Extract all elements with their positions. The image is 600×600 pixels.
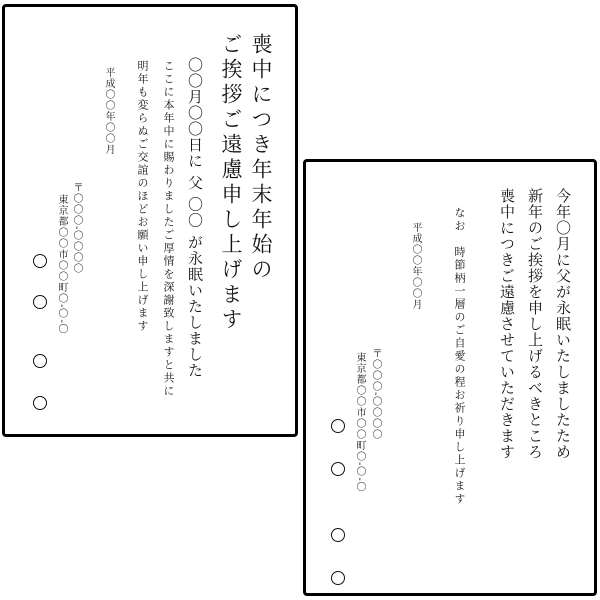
card2-date: 平成〇〇年〇〇月 [410, 222, 421, 310]
mourning-card-1 [2, 4, 298, 437]
card2-line1: 今年〇月に父が永眠いたしましたため [554, 188, 572, 460]
card1-postal: 〒〇〇〇-〇〇〇〇 [71, 182, 82, 275]
card2-line3: 喪中につきご遠慮させていただきます [498, 188, 516, 460]
card2-postal: 〒〇〇〇-〇〇〇〇 [370, 348, 381, 441]
card1-address: 東京都〇〇市〇〇町〇-〇-〇 [56, 194, 67, 335]
card2-note-line: なお 時節柄一層のご自愛の程お祈り申し上げます [453, 207, 466, 506]
card1-sender-circle-3 [33, 354, 47, 368]
mourning-card-2 [303, 159, 597, 596]
card2-sender-circle-4 [331, 571, 345, 585]
card2-sender-circle-1 [331, 419, 345, 433]
card1-title-line2: ご挨拶ご遠慮申し上げます [219, 33, 243, 333]
card1-body-line3: 明年も変らぬご交誼のほどお願い申し上げます [136, 60, 149, 333]
card1-body-line1: 〇〇月〇〇日に 父 〇〇 が永眠いたしました [186, 57, 204, 379]
card1-body-line2: ここに本年中に賜わりましたご厚情を深謝致しますと共に [162, 60, 175, 398]
card1-sender-circle-4 [33, 396, 47, 410]
card1-sender-circle-1 [33, 254, 47, 268]
card1-title-line1: 喪中につき年末年始の [249, 33, 273, 283]
card1-sender-circle-2 [33, 295, 47, 309]
card2-line2: 新年のご挨拶を申し上げるべきところ [526, 188, 544, 460]
card1-date: 平成〇〇年〇〇月 [103, 67, 114, 155]
card2-sender-circle-2 [331, 462, 345, 476]
card2-sender-circle-3 [331, 528, 345, 542]
card2-address: 東京都〇〇市〇〇町〇-〇-〇 [354, 352, 365, 493]
